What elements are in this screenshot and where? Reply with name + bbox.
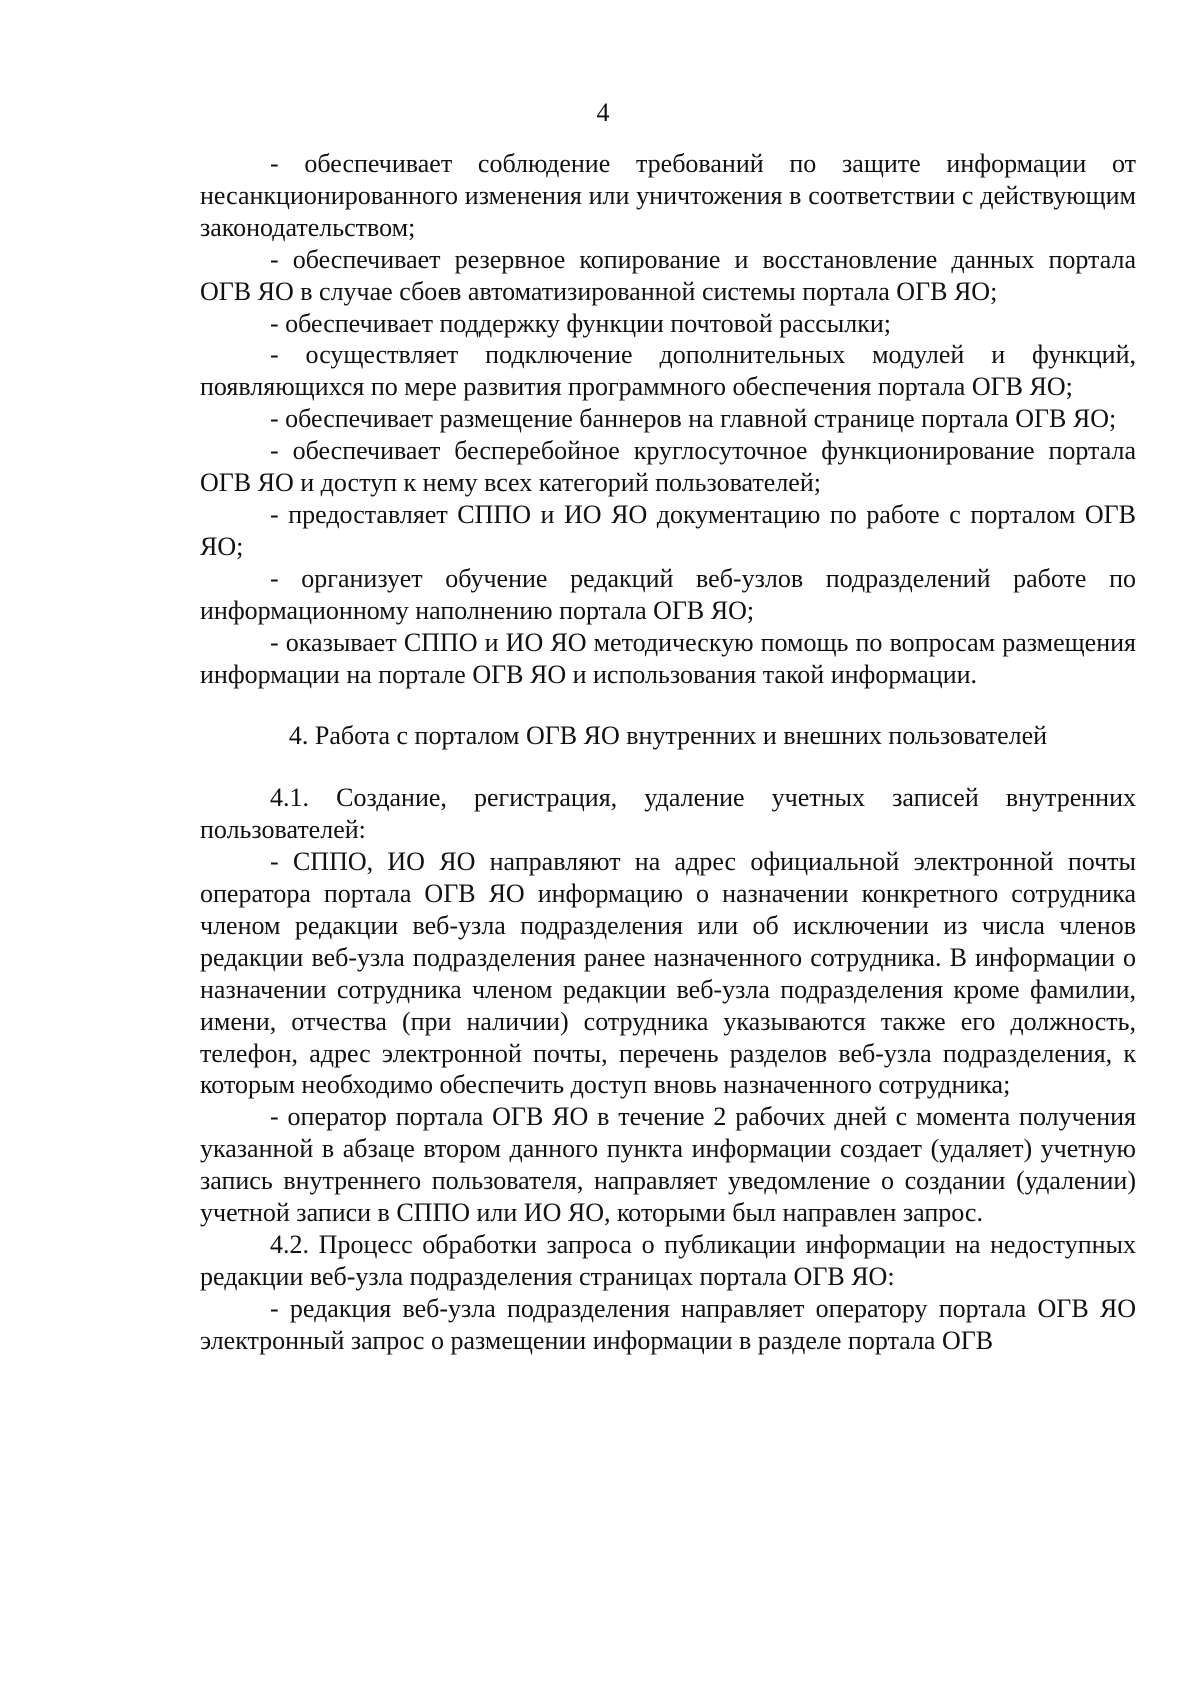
paragraph: - обеспечивает бесперебойное круглосуточное функционирование портала ОГВ ЯО и доступ к нему всех категорий пользователей; <box>200 436 1136 498</box>
document-body <box>200 148 1136 1357</box>
paragraph: - обеспечивает соблюдение требований по защите информации от несанкционированного изменения или уничтожения в соответствии с действующим законодательством; <box>200 149 1136 242</box>
paragraph: - редакция веб-узла подразделения направляет оператору портала ОГВ ЯО электронный запрос о размещении информации в разделе портала ОГВ <box>200 1293 1136 1355</box>
paragraph: - организует обучение редакций веб-узлов подразделений работе по информационному наполнению портала ОГВ ЯО; <box>200 563 1136 625</box>
paragraph: - обеспечивает резервное копирование и восстановление данных портала ОГВ ЯО в случае сбоев автоматизированной системы портала ОГВ ЯО; <box>200 244 1136 306</box>
paragraph: - СППО, ИО ЯО направляют на адрес официальной электронной почты оператора портала ОГВ ЯО информацию о назначении конкретного сотрудника членом редакции веб-узла подразделения или об исключении из числа членов редакции веб-узла подразделения ранее назначенного сотрудника. В информации о назначении сотрудника членом редакции веб-узла подразделения кроме фамилии, имени, отчества (при наличии) сотрудника указываются также его должность, телефон, адрес электронной почты, перечень разделов веб-узла подразделения, к которым необходимо обеспечить доступ вновь назначенного сотрудника; <box>200 847 1136 1100</box>
page-number: 4 <box>596 98 610 127</box>
section-heading: 4. Работа с порталом ОГВ ЯО внутренних и внешних пользователей <box>288 721 1048 751</box>
paragraph: - обеспечивает поддержку функции почтовой рассылки; <box>270 308 892 338</box>
paragraph: - обеспечивает размещение баннеров на главной странице портала ОГВ ЯО; <box>270 404 1117 434</box>
paragraph: 4.1. Создание, регистрация, удаление учетных записей внутренних пользователей: <box>200 783 1136 845</box>
paragraph: - осуществляет подключение дополнительных модулей и функций, появляющихся по мере развития программного обеспечения портала ОГВ ЯО; <box>200 340 1136 402</box>
paragraph: - оператор портала ОГВ ЯО в течение 2 рабочих дней с момента получения указанной в абзаце втором данного пункта информации создает (удаляет) учетную запись внутреннего пользователя, направляет уведомление о создании (удалении) учетной записи в СППО или ИО ЯО, которыми был направлен запрос. <box>200 1102 1136 1228</box>
paragraph: - предоставляет СППО и ИО ЯО документацию по работе с порталом ОГВ ЯО; <box>200 499 1136 561</box>
paragraph: - оказывает СППО и ИО ЯО методическую помощь по вопросам размещения информации на портале ОГВ ЯО и использования такой информации. <box>200 627 1136 689</box>
paragraph: 4.2. Процесс обработки запроса о публикации информации на недоступных редакции веб-узла подразделения страницах портала ОГВ ЯО: <box>200 1230 1136 1291</box>
